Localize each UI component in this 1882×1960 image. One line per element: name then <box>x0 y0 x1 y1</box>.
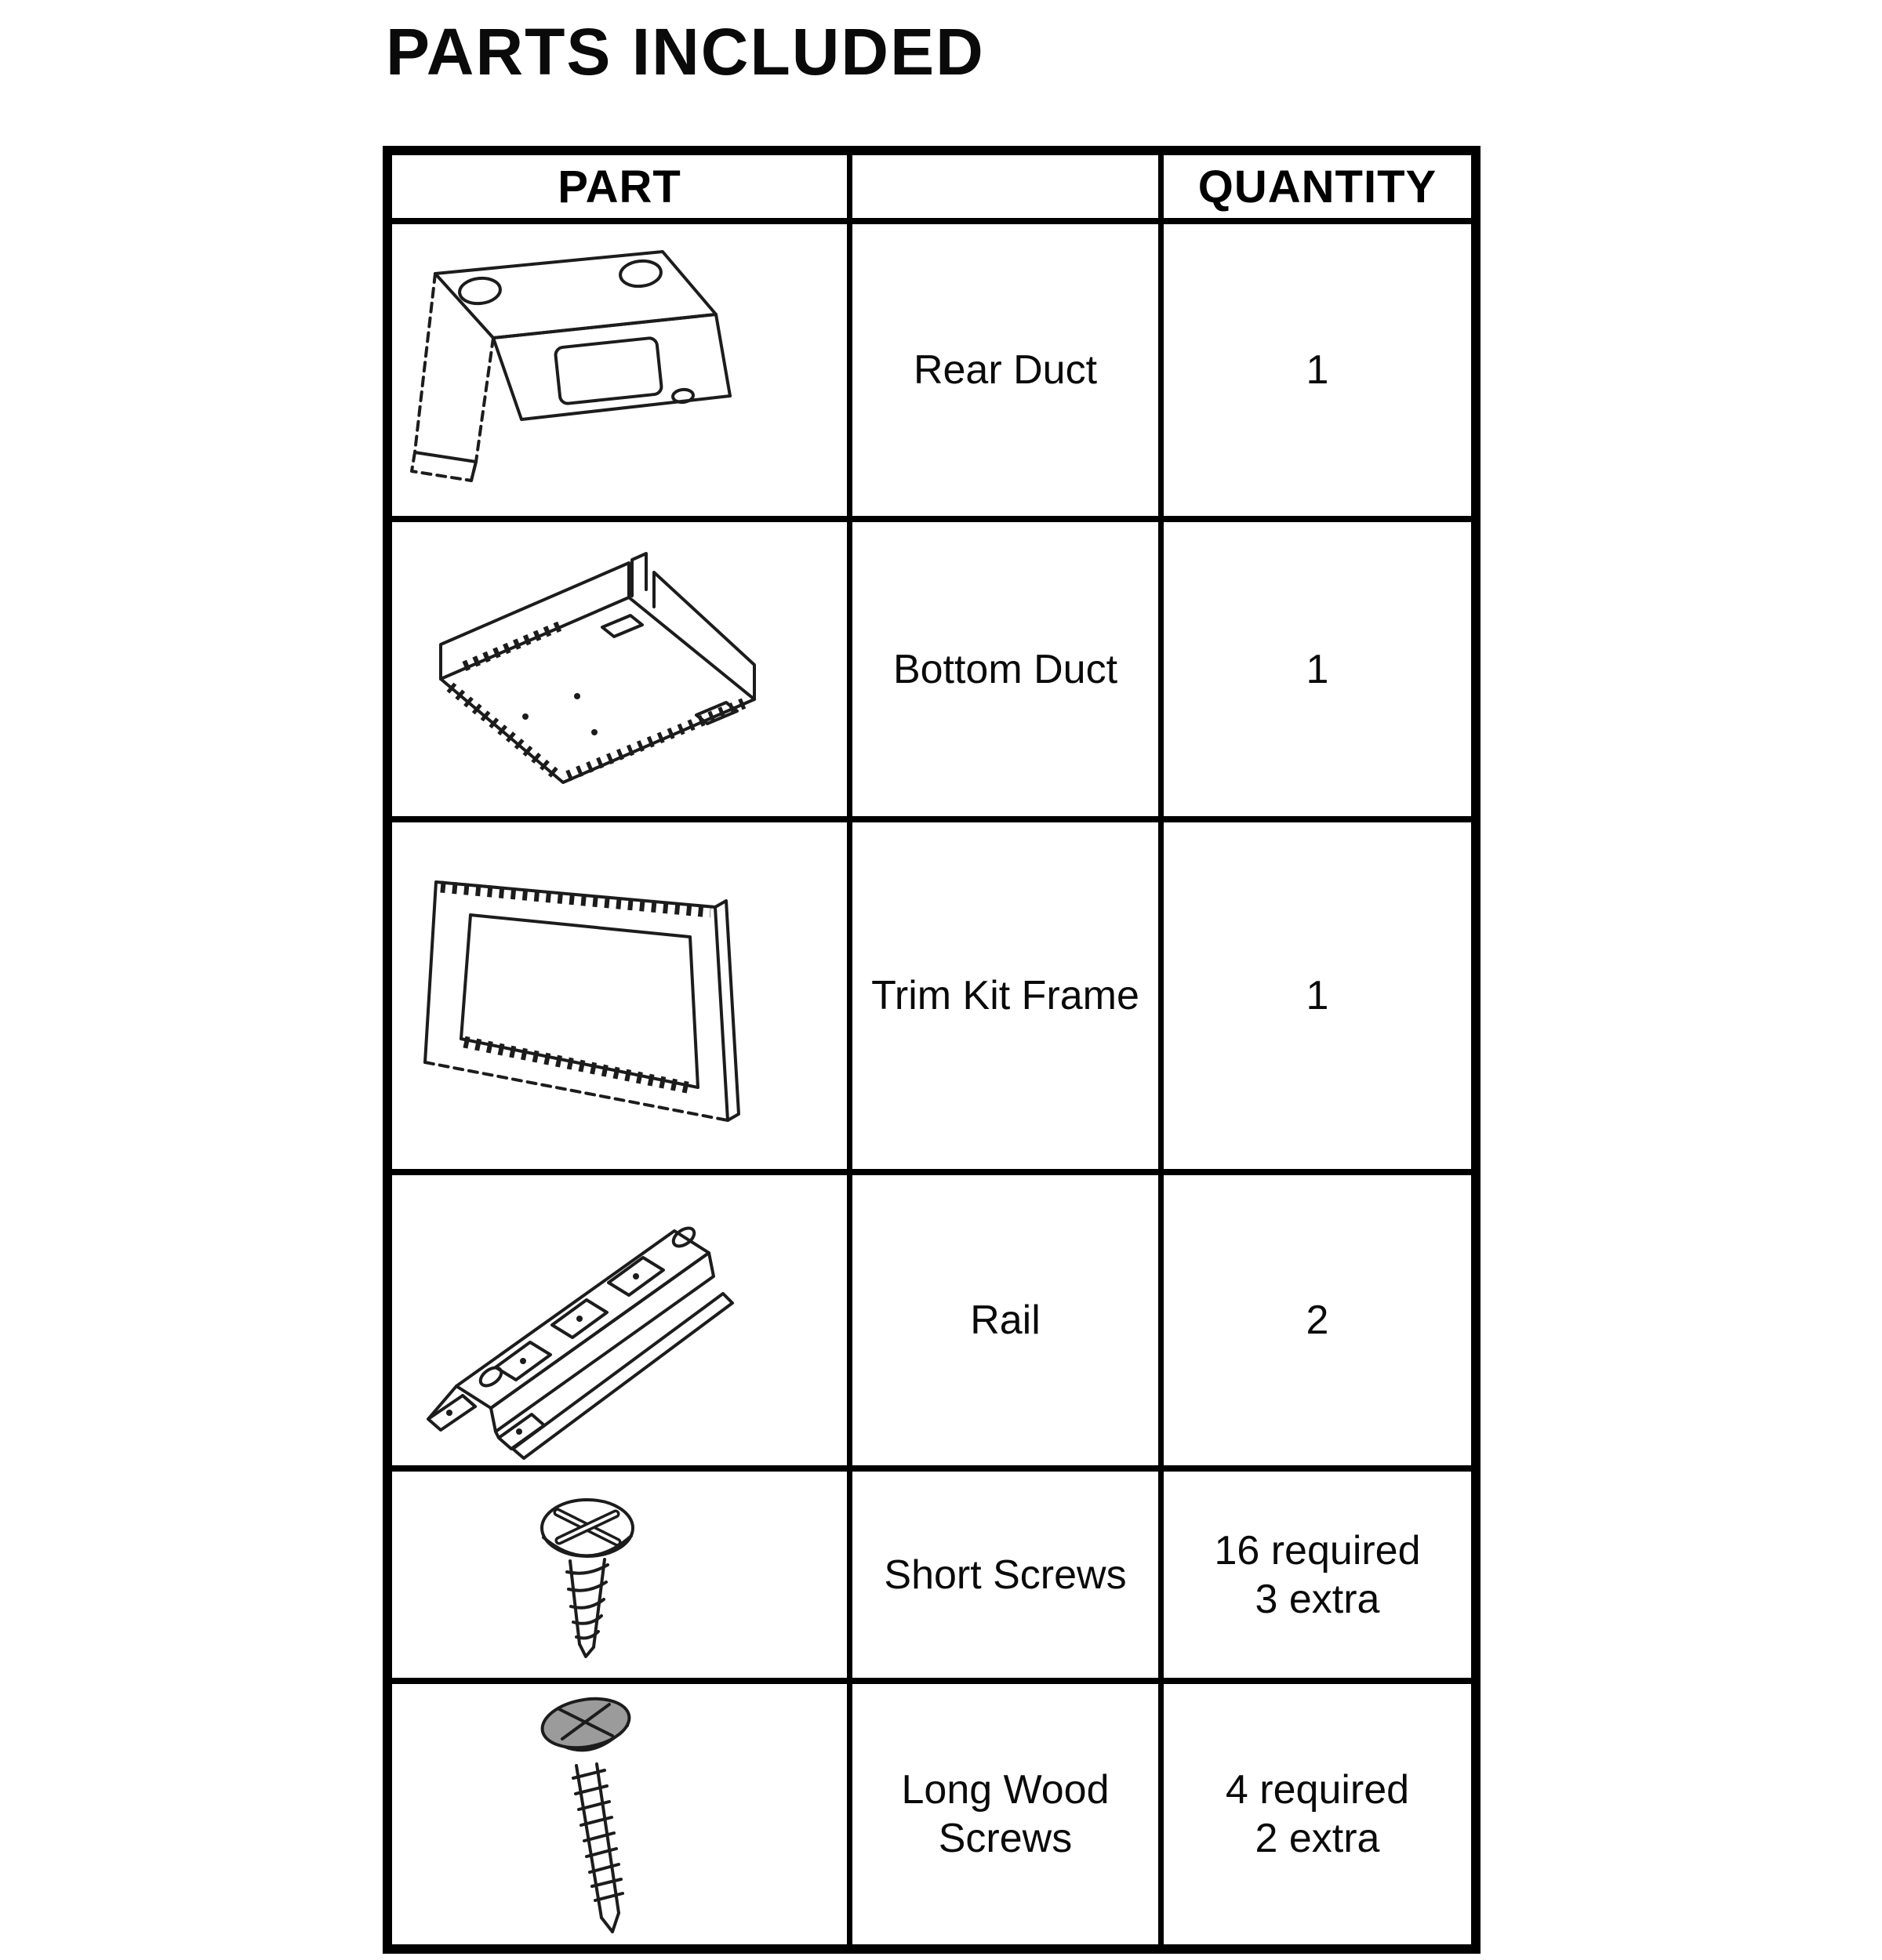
part-name: Short Screws <box>884 1552 1127 1598</box>
table-row-long-wood-screws-name-cell <box>852 1684 1164 1944</box>
part-quantity: 1 <box>1306 347 1329 393</box>
table-row-bottom-duct-image-cell <box>392 522 852 822</box>
table-row-short-screws-qty-cell <box>1164 1472 1471 1684</box>
bottom-duct-icon <box>392 552 784 787</box>
parts-included-table <box>383 146 1481 1954</box>
table-row-bottom-duct-qty-cell <box>1164 522 1471 822</box>
table-row-trim-kit-frame-name-cell <box>852 822 1164 1175</box>
header-quantity-label: QUANTITY <box>1197 161 1437 212</box>
header-part-label: PART <box>558 161 681 212</box>
rear-duct-icon <box>404 241 772 499</box>
table-row-trim-kit-frame-image-cell <box>392 822 852 1175</box>
table-row-short-screws-image-cell <box>392 1472 852 1684</box>
page-title: PARTS INCLUDED <box>386 15 985 89</box>
table-row-rear-duct-name-cell <box>852 224 1164 522</box>
long-wood-screw-icon <box>521 1689 655 1940</box>
table-row-long-wood-screws-image-cell <box>392 1684 852 1944</box>
table-row-long-wood-screws-qty-cell <box>1164 1684 1471 1944</box>
table-row-rail-image-cell <box>392 1175 852 1472</box>
part-name: Rear Duct <box>913 347 1098 393</box>
part-quantity-line: 16 required <box>1214 1527 1421 1573</box>
table-row-rail-qty-cell <box>1164 1175 1471 1472</box>
short-screw-icon <box>521 1489 655 1661</box>
table-row-rear-duct-image-cell <box>392 224 852 522</box>
part-quantity: 1 <box>1306 646 1329 692</box>
table-row-rail-name-cell <box>852 1175 1164 1472</box>
part-name: Bottom Duct <box>892 646 1118 692</box>
part-name-line: Screws <box>938 1816 1073 1861</box>
part-name: Rail <box>970 1298 1041 1343</box>
part-quantity: 1 <box>1306 973 1329 1018</box>
part-name: Trim Kit Frame <box>871 973 1139 1018</box>
table-row-bottom-duct-name-cell <box>852 522 1164 822</box>
part-name-line: Long Wood <box>901 1767 1110 1813</box>
part-quantity-line: 2 extra <box>1255 1816 1380 1861</box>
table-row-short-screws-name-cell <box>852 1472 1164 1684</box>
part-quantity-line: 4 required <box>1225 1767 1410 1813</box>
table-header-middle <box>852 155 1164 224</box>
table-row-trim-kit-frame-qty-cell <box>1164 822 1471 1175</box>
part-quantity-line: 3 extra <box>1255 1576 1380 1622</box>
table-header-part <box>392 155 852 224</box>
trim-kit-frame-icon <box>416 851 761 1141</box>
rail-icon <box>423 1179 753 1461</box>
table-row-rear-duct-qty-cell <box>1164 224 1471 522</box>
part-quantity: 2 <box>1306 1298 1329 1343</box>
table-header-quantity <box>1164 155 1471 224</box>
